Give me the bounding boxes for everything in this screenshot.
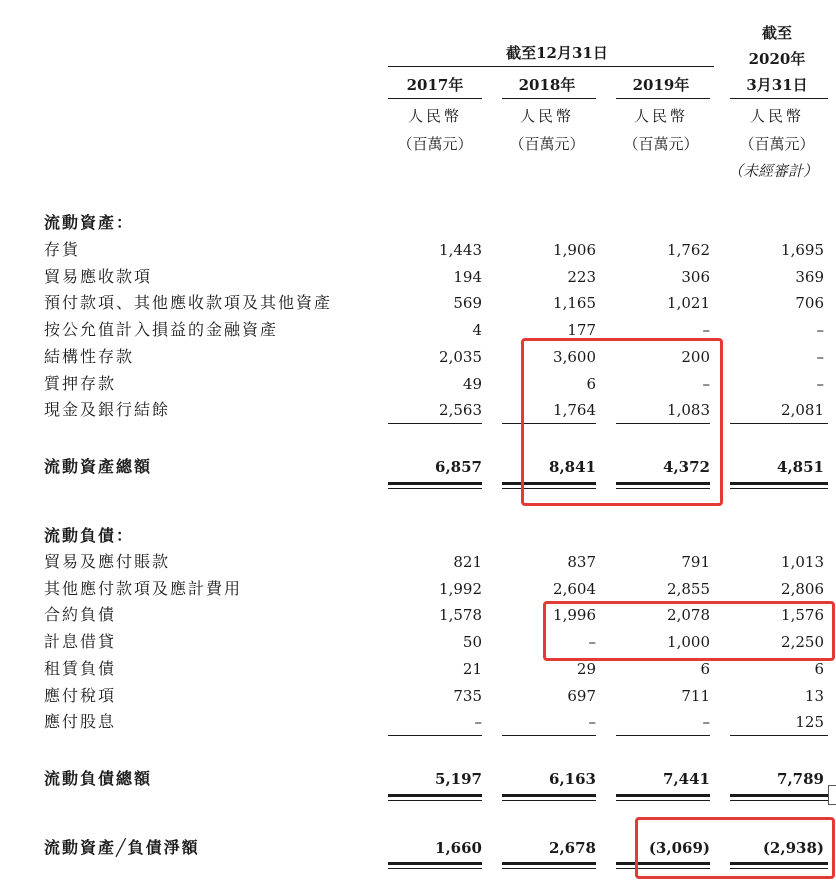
liabilities-row-label: 其他應付款項及應計費用 [44,578,243,598]
highlight-box-contract-liabilities [543,601,835,661]
assets-total-2017: 6,857 [435,458,482,476]
assets-row-value: 2,081 [781,401,824,420]
net-2020: (2,938) [762,839,824,857]
assets-row-value: – [702,321,710,340]
net-double-rule [388,868,482,869]
assets-row-label: 按公允值計入損益的金融資產 [44,320,279,340]
assets-row-value: 1,762 [667,241,710,259]
currency-2020: 人民幣 [749,107,804,125]
subtotal-rule [616,735,710,736]
assets-total-label: 流動資產總額 [44,457,153,476]
unaudited-note: （未經審計） [727,162,818,180]
highlight-box-net-negative [635,817,835,879]
assets-row-value: 1,443 [439,241,482,259]
assets-total-2018: 8,841 [549,458,596,476]
net-double-rule [388,862,482,865]
subtotal-rule [730,423,828,424]
liabilities-row-label: 應付股息 [44,712,117,732]
liabilities-row-value: 1,013 [781,553,824,571]
liabilities-row-value: 735 [453,686,482,705]
liabilities-row-value: 1,996 [553,606,596,625]
assets-row-value: 1,021 [667,294,710,313]
liabilities-row-value: – [702,713,710,732]
assets-row-value: 1,165 [553,294,596,313]
assets-row-label: 結構性存款 [44,346,135,366]
total-double-rule [616,794,710,797]
year-2017: 2017年 [406,76,464,94]
last-col-title-1: 截至 [761,24,792,42]
assets-row-label: 存貨 [44,240,81,259]
assets-row-value: – [816,321,824,340]
liabilities-row-value: 2,855 [667,579,710,598]
total-double-rule [502,794,596,797]
liabilities-row-value: 711 [681,686,710,705]
total-double-rule [616,800,710,801]
subtotal-rule [730,735,828,736]
liabilities-row-value: 2,250 [781,633,824,652]
assets-row-value: 200 [681,347,710,366]
subtotal-rule [502,735,596,736]
liabilities-row-label: 計息借貸 [44,632,117,652]
liabilities-row-value: 1,578 [439,606,482,625]
year-underline-1 [388,98,482,99]
net-label: 流動資產╱負債淨額 [44,838,200,857]
unit-2019: （百萬元） [623,135,699,153]
year-underline-4 [730,98,828,99]
liabilities-row-value: 50 [462,633,482,652]
total-double-rule [730,794,828,797]
assets-row-value: – [816,374,824,393]
net-double-rule [502,862,596,865]
group-underline [388,66,714,67]
assets-row-value: 194 [453,267,482,286]
liabilities-row-value: – [474,713,482,732]
total-double-rule [388,800,482,801]
last-col-title-2: 2020年 [748,50,806,68]
net-double-rule [502,868,596,869]
liabilities-row-value: 1,992 [439,579,482,598]
assets-row-value: 3,600 [553,347,596,366]
assets-row-value: 1,083 [667,401,710,420]
assets-row-value: 223 [567,267,596,286]
liabilities-row-label: 應付稅項 [44,685,117,705]
assets-row-value: – [702,374,710,393]
liabilities-total-2017: 5,197 [435,770,482,788]
assets-row-value: 177 [567,321,596,340]
total-double-rule [730,482,828,485]
liabilities-row-label: 租賃負債 [44,658,117,678]
liabilities-row-label: 貿易及應付賬款 [44,552,171,571]
liabilities-row-value: 1,000 [667,633,710,652]
liabilities-total-label: 流動負債總額 [44,769,153,788]
assets-row-value: 706 [795,294,824,313]
assets-row-label: 貿易應收款項 [44,266,153,286]
liabilities-row-value: 2,078 [667,606,710,625]
assets-row-value: 4 [472,321,482,340]
liabilities-row-value: 2,806 [781,579,824,598]
currency-2017: 人民幣 [407,107,462,125]
liabilities-row-value: 13 [804,686,824,705]
subtotal-rule [388,735,482,736]
assets-total-2020: 4,851 [777,458,824,476]
liabilities-row-value: 1,576 [781,606,824,625]
liabilities-row-value: 791 [681,553,710,571]
assets-row-value: 2,563 [439,401,482,420]
liabilities-row-value: 6 [700,659,710,678]
assets-title: 流動資產： [44,213,135,232]
assets-row-label: 質押存款 [44,373,117,393]
liabilities-row-value: 837 [567,553,596,571]
assets-row-value: 569 [453,294,482,313]
date-mar31: 3月31日 [746,76,808,94]
liabilities-row-value: – [588,633,596,652]
assets-row-value: 1,906 [553,241,596,259]
liabilities-total-2019: 7,441 [663,770,710,788]
assets-row-value: 1,695 [781,241,824,259]
group-label: 截至12月31日 [506,44,608,62]
liabilities-title: 流動負債： [44,526,135,545]
liabilities-total-2018: 6,163 [549,770,596,788]
assets-row-value: 1,764 [553,401,596,420]
assets-total-2019: 4,372 [663,458,710,476]
net-2019: (3,069) [648,839,710,857]
year-underline-3 [616,98,710,99]
assets-row-value: 2,035 [439,347,482,366]
currency-2018: 人民幣 [519,107,574,125]
liabilities-row-label: 合約負債 [44,605,117,625]
total-double-rule [388,482,482,485]
assets-row-value: – [816,347,824,366]
assets-row-value: 306 [681,267,710,286]
liabilities-row-value: 697 [567,686,596,705]
liabilities-row-value: 125 [795,713,824,732]
year-underline-2 [502,98,596,99]
liabilities-row-value: 821 [453,553,482,571]
unit-2017: （百萬元） [397,135,473,153]
assets-row-value: 369 [795,267,824,286]
total-double-rule [388,488,482,489]
total-double-rule [388,794,482,797]
highlight-box-structured-deposits [521,338,723,506]
year-2019: 2019年 [632,76,690,94]
unit-2020: （百萬元） [739,135,815,153]
total-double-rule [502,800,596,801]
liabilities-row-value: 6 [814,659,824,678]
total-double-rule [730,800,828,801]
year-2018: 2018年 [518,76,576,94]
net-2018: 2,678 [549,839,596,857]
net-2017: 1,660 [435,839,482,857]
clipped-glyph [828,785,836,805]
assets-row-value: 6 [586,374,596,393]
subtotal-rule [388,423,482,424]
total-double-rule [730,488,828,489]
liabilities-row-value: – [588,713,596,732]
liabilities-row-value: 2,604 [553,579,596,598]
assets-row-label: 預付款項、其他應收款項及其他資產 [44,293,333,313]
currency-2019: 人民幣 [633,107,688,125]
liabilities-row-value: 21 [462,659,482,678]
assets-row-label: 現金及銀行結餘 [44,400,171,420]
unit-2018: （百萬元） [509,135,585,153]
liabilities-total-2020: 7,789 [777,770,824,788]
assets-row-value: 49 [462,374,482,393]
liabilities-row-value: 29 [576,659,596,678]
